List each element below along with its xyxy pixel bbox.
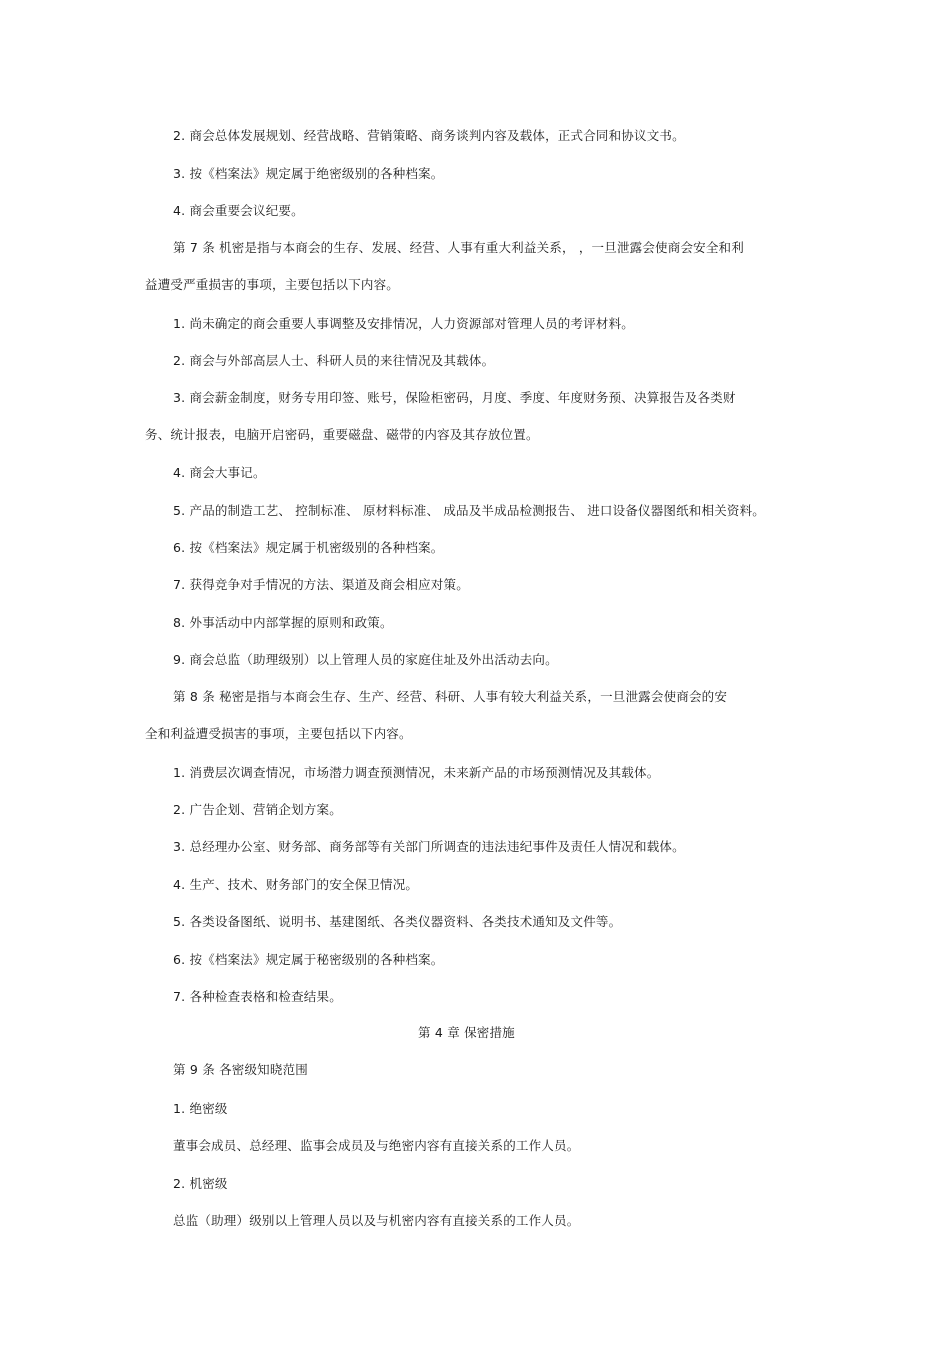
list-item: 2. 商会与外部高层人士、科研人员的来往情况及其载体。 <box>173 353 495 368</box>
list-item: 9. 商会总监（助理级别）以上管理人员的家庭住址及外出活动去向。 <box>173 652 558 667</box>
list-item: 3. 按《档案法》规定属于绝密级别的各种档案。 <box>173 166 444 181</box>
article-9-heading: 第 9 条 各密级知晓范围 <box>173 1062 308 1077</box>
list-item: 2. 机密级 <box>173 1176 228 1191</box>
paragraph-continuation: 益遭受严重损害的事项，主要包括以下内容。 <box>145 277 400 292</box>
paragraph: 董事会成员、总经理、监事会成员及与绝密内容有直接关系的工作人员。 <box>173 1138 580 1153</box>
list-item: 7. 获得竞争对手情况的方法、渠道及商会相应对策。 <box>173 577 469 592</box>
list-item: 5. 产品的制造工艺、 控制标准、 原材料标准、 成品及半成品检测报告、 进口设备仪器图纸和相关资料。 <box>173 503 765 518</box>
paragraph-continuation: 务、统计报表，电脑开启密码，重要磁盘、磁带的内容及其存放位置。 <box>145 427 539 442</box>
list-item: 7. 各种检查表格和检查结果。 <box>173 989 342 1004</box>
list-item: 8. 外事活动中内部掌握的原则和政策。 <box>173 615 393 630</box>
list-item: 3. 商会薪金制度，财务专用印签、账号，保险柜密码，月度、季度、年度财务预、决算报告及各类财 <box>173 390 736 405</box>
list-item: 6. 按《档案法》规定属于机密级别的各种档案。 <box>173 540 444 555</box>
list-item: 2. 广告企划、营销企划方案。 <box>173 802 342 817</box>
list-item: 1. 消费层次调查情况，市场潜力调查预测情况，未来新产品的市场预测情况及其载体。 <box>173 765 660 780</box>
paragraph: 总监（助理）级别以上管理人员以及与机密内容有直接关系的工作人员。 <box>173 1213 580 1228</box>
list-item: 4. 生产、技术、财务部门的安全保卫情况。 <box>173 877 419 892</box>
list-item: 4. 商会重要会议纪要。 <box>173 203 304 218</box>
list-item: 1. 尚未确定的商会重要人事调整及安排情况，人力资源部对管理人员的考评材料。 <box>173 316 635 331</box>
list-item: 1. 绝密级 <box>173 1101 228 1116</box>
article-8-heading: 第 8 条 秘密是指与本商会生存、生产、经营、科研、人事有较大利益关系，一旦泄露会使商会的安 <box>173 689 728 704</box>
list-item: 5. 各类设备图纸、说明书、基建图纸、各类仪器资料、各类技术通知及文件等。 <box>173 914 622 929</box>
list-item: 3. 总经理办公室、财务部、商务部等有关部门所调查的违法违纪事件及责任人情况和载体。 <box>173 839 685 854</box>
list-item: 2. 商会总体发展规划、经营战略、营销策略、商务谈判内容及载体，正式合同和协议文书。 <box>173 128 685 143</box>
article-7-heading: 第 7 条 机密是指与本商会的生存、发展、经营、人事有重大利益关系， ，一旦泄露会使商会安全和利 <box>173 240 744 255</box>
chapter-4-heading: 第 4 章 保密措施 <box>418 1025 515 1040</box>
list-item: 6. 按《档案法》规定属于秘密级别的各种档案。 <box>173 952 444 967</box>
list-item: 4. 商会大事记。 <box>173 465 266 480</box>
paragraph-continuation: 全和利益遭受损害的事项，主要包括以下内容。 <box>145 726 412 741</box>
